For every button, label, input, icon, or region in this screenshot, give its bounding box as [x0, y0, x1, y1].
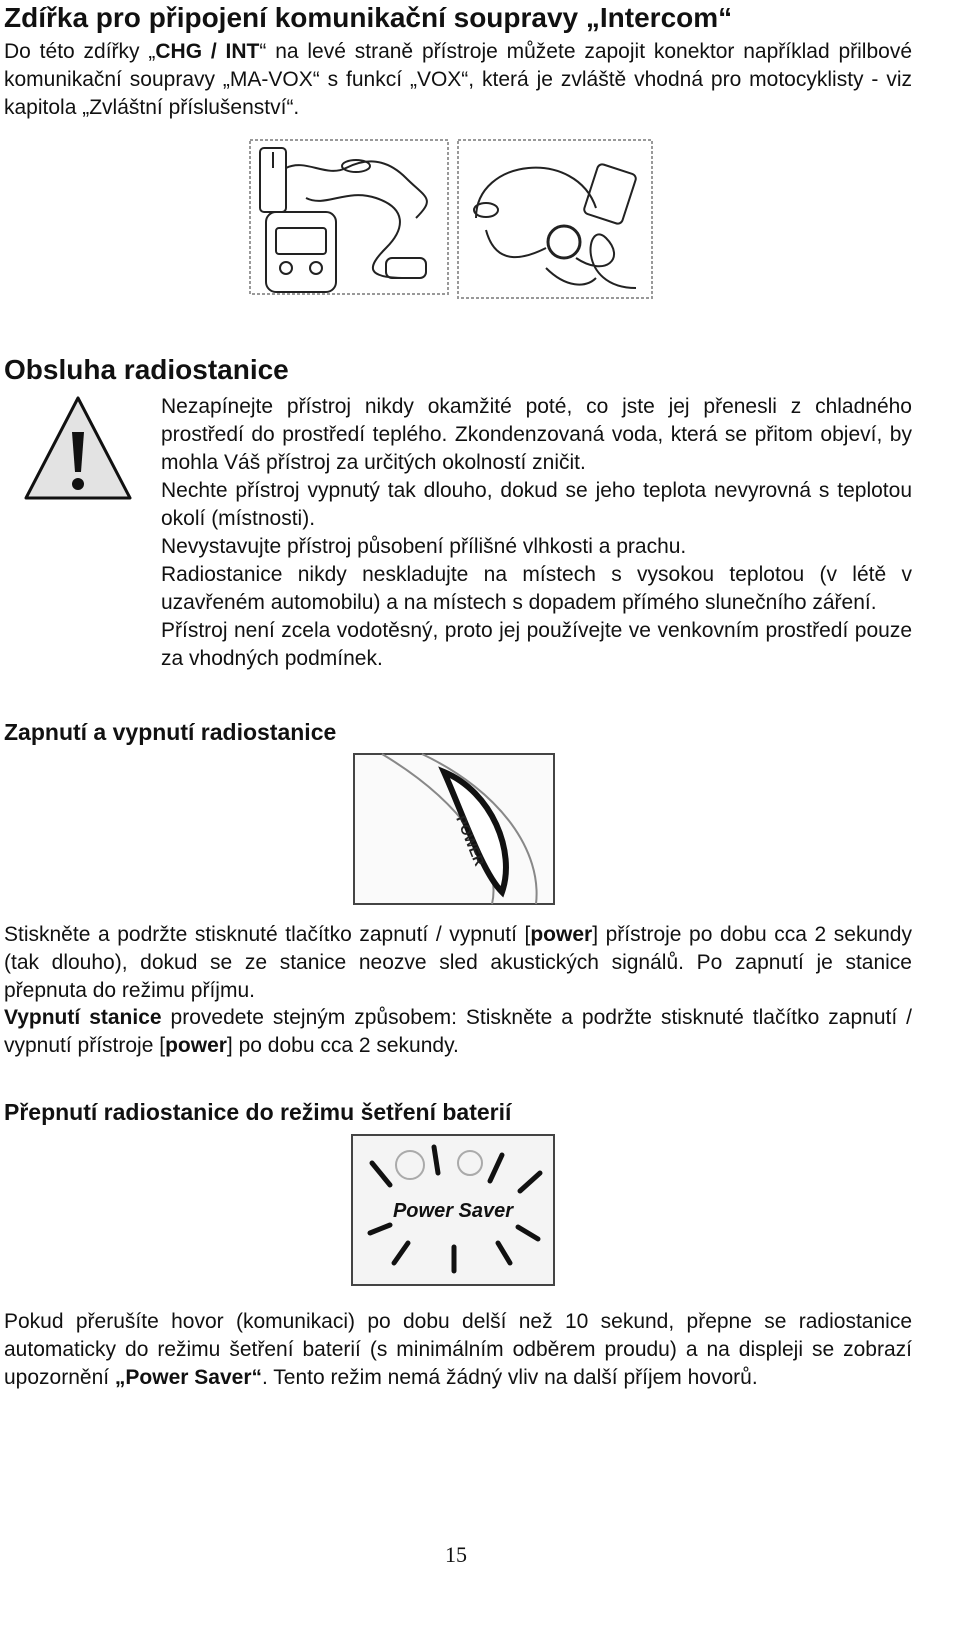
page-number: 15 — [445, 1542, 467, 1567]
power-paragraph-on — [4, 921, 912, 1005]
operation-paragraph: Radiostanice nikdy neskladujte na místech s vysokou teplotou (v létě v uzavřeném automobilu) a na místech s dopadem přímého slunečního záření. — [161, 563, 912, 614]
operation-text — [161, 393, 912, 673]
warning-triangle-icon — [22, 394, 134, 502]
intercom-illustration — [246, 138, 656, 300]
saver-paragraph — [4, 1308, 912, 1392]
text-run: “ na levé straně přístroje můžete zapojit konektor například přilbové komunikační soupravy „MA-VOX“ s funkcí „VOX“, která je zvláště vhodná pro motocyklisty - viz kapitola „Zvláštní příslušenství“. — [4, 40, 912, 119]
operation-paragraph: Nezapínejte přístroj nikdy okamžité poté, co jste jej přenesli z chladného prostředí do prostředí teplého. Zkondenzovaná voda, která se přitom objeví, by mohla Váš přístroj za určitých okolností zničit. — [161, 395, 912, 474]
operation-paragraph: Nechte přístroj vypnutý tak dlouho, dokud se jeho teplota nevyrovná s teplotou okolí (místnosti). — [161, 479, 912, 530]
bold-text-run: power — [165, 1034, 227, 1057]
operation-heading: Obsluha radiostanice — [4, 354, 289, 385]
text-run: Stiskněte a podržte stisknuté tlačítko zapnutí / vypnutí [ — [4, 923, 531, 946]
bold-text-run: CHG / INT — [155, 40, 260, 63]
intercom-figure — [246, 138, 656, 300]
text-run: . Tento režim nemá žádný vliv na další příjem hovorů. — [262, 1366, 758, 1389]
power-saver-figure — [350, 1133, 556, 1287]
operation-paragraph: Přístroj není zcela vodotěsný, proto jej používejte ve venkovním prostředí pouze za vhodných podmínek. — [161, 619, 912, 670]
intercom-heading: Zdířka pro připojení komunikační soupravy „Intercom“ — [4, 2, 733, 33]
text-run: provedete stejným způsobem: Stiskněte a podržte stisknuté tlačítko zapnutí / vypnutí přístroje [ — [4, 1006, 912, 1057]
power-button-label: POWER — [453, 813, 488, 869]
saver-heading: Přepnutí radiostanice do režimu šetření baterií — [4, 1099, 512, 1125]
text-run: Pokud přerušíte hovor (komunikaci) po dobu delší než 10 sekund, přepne se radiostanice automaticky do režimu šetření baterií (s minimálním odběrem proudu) a na displeji se zobrazí upozornění — [4, 1310, 912, 1389]
intercom-paragraph — [4, 38, 912, 122]
power-heading: Zapnutí a vypnutí radiostanice — [4, 719, 337, 745]
bold-text-run: power — [530, 923, 593, 946]
bold-text-run: „Power Saver“ — [114, 1366, 262, 1389]
operation-paragraph: Nevystavujte přístroj působení přílišné vlhkosti a prachu. — [161, 535, 687, 558]
power-saver-display-text: Power Saver — [392, 1200, 514, 1222]
power-button-figure — [352, 752, 556, 906]
bold-text-run: Vypnutí stanice — [4, 1006, 162, 1029]
power-paragraph-off — [4, 1004, 912, 1060]
text-run: ] po dobu cca 2 sekundy. — [226, 1034, 459, 1057]
text-run: Do této zdířky „ — [4, 40, 156, 63]
text-run: ] přístroje po dobu cca 2 sekundy (tak dlouho), dokud se ze stanice neozve sled akustických signálů. Po zapnutí je stanice přepnuta do režimu příjmu. — [4, 923, 912, 1002]
